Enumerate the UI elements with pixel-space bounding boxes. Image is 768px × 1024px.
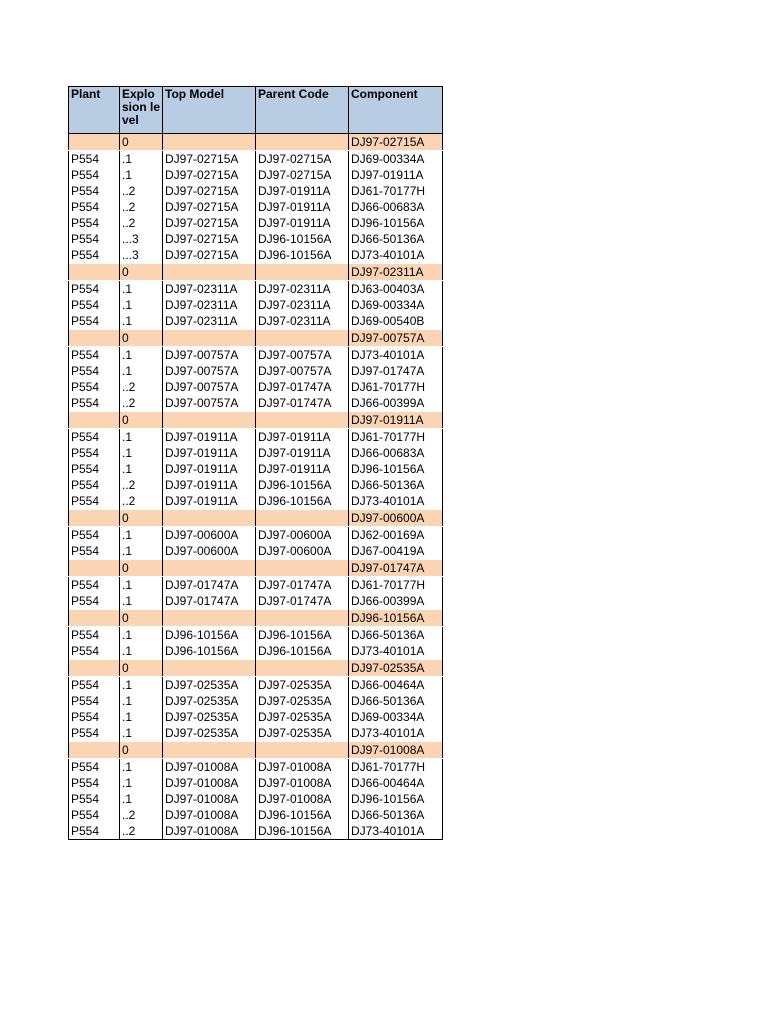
component-cell: DJ97-01747A [349,363,443,379]
top-model-cell [163,330,256,347]
component-cell: DJ69-00540B [349,313,443,330]
component-cell: DJ69-00334A [349,709,443,725]
explosion-level-cell: 0 [120,412,163,429]
top-model-cell: DJ97-01911A [163,429,256,446]
explosion-level-cell: .1 [120,281,163,298]
plant-cell: P554 [69,823,120,840]
component-cell: DJ97-01911A [349,412,443,429]
top-model-cell: DJ97-00600A [163,543,256,560]
top-model-cell: DJ97-00757A [163,395,256,412]
plant-cell: P554 [69,543,120,560]
table-row [69,643,443,660]
table-row [69,330,443,347]
parent-code-cell: DJ97-00600A [256,543,349,560]
component-cell: DJ67-00419A [349,543,443,560]
table-row [69,510,443,527]
table-row [69,709,443,725]
parent-code-cell [256,510,349,527]
table-row [69,693,443,709]
parent-code-cell: DJ97-01911A [256,429,349,446]
table-row [69,461,443,477]
header-component: Component [349,87,443,134]
component-cell: DJ66-50136A [349,807,443,823]
top-model-cell: DJ97-02715A [163,247,256,264]
explosion-level-cell: .1 [120,577,163,594]
parent-code-cell: DJ96-10156A [256,477,349,493]
top-model-cell: DJ97-01008A [163,791,256,807]
explosion-level-cell: 0 [120,264,163,281]
top-model-cell: DJ97-00757A [163,347,256,364]
bom-table [68,86,443,840]
component-cell: DJ97-01747A [349,560,443,577]
top-model-cell [163,134,256,151]
top-model-cell [163,660,256,677]
component-cell: DJ66-00683A [349,199,443,215]
parent-code-cell: DJ97-02535A [256,677,349,694]
table-row [69,167,443,183]
parent-code-cell: DJ97-02535A [256,709,349,725]
plant-cell: P554 [69,775,120,791]
plant-cell [69,742,120,759]
component-cell: DJ66-50136A [349,231,443,247]
table-row [69,677,443,694]
top-model-cell: DJ97-02535A [163,709,256,725]
component-cell: DJ97-00757A [349,330,443,347]
table-row [69,297,443,313]
parent-code-cell [256,742,349,759]
component-cell: DJ96-10156A [349,791,443,807]
parent-code-cell [256,560,349,577]
explosion-level-cell: 0 [120,560,163,577]
plant-cell: P554 [69,593,120,610]
top-model-cell [163,742,256,759]
plant-cell: P554 [69,215,120,231]
header-parent-code: Parent Code [256,87,349,134]
parent-code-cell [256,134,349,151]
plant-cell: P554 [69,231,120,247]
table-row [69,742,443,759]
top-model-cell: DJ97-02535A [163,677,256,694]
component-cell: DJ96-10156A [349,610,443,627]
top-model-cell: DJ97-02715A [163,151,256,168]
bom-table-body [69,134,443,840]
top-model-cell: DJ97-01911A [163,445,256,461]
explosion-level-cell: ..2 [120,395,163,412]
table-row [69,660,443,677]
component-cell: DJ73-40101A [349,493,443,510]
explosion-level-cell: 0 [120,134,163,151]
component-cell: DJ66-00399A [349,395,443,412]
explosion-level-cell: .1 [120,445,163,461]
component-cell: DJ97-02535A [349,660,443,677]
component-cell: DJ73-40101A [349,347,443,364]
explosion-level-cell: .1 [120,709,163,725]
component-cell: DJ97-01911A [349,167,443,183]
plant-cell: P554 [69,709,120,725]
plant-cell [69,330,120,347]
top-model-cell: DJ97-02311A [163,313,256,330]
plant-cell [69,510,120,527]
explosion-level-cell: .1 [120,151,163,168]
table-row [69,347,443,364]
parent-code-cell: DJ96-10156A [256,493,349,510]
explosion-level-cell: .1 [120,775,163,791]
plant-cell: P554 [69,347,120,364]
table-row [69,231,443,247]
table-row [69,775,443,791]
explosion-level-cell: .1 [120,725,163,742]
top-model-cell: DJ96-10156A [163,627,256,644]
top-model-cell: DJ97-00757A [163,379,256,395]
plant-cell: P554 [69,199,120,215]
explosion-level-cell: 0 [120,610,163,627]
component-cell: DJ97-00600A [349,510,443,527]
explosion-level-cell: .1 [120,627,163,644]
table-row [69,363,443,379]
explosion-level-cell: 0 [120,660,163,677]
explosion-level-cell: .1 [120,363,163,379]
top-model-cell: DJ96-10156A [163,643,256,660]
plant-cell: P554 [69,445,120,461]
table-row [69,725,443,742]
top-model-cell: DJ97-02535A [163,725,256,742]
table-row [69,247,443,264]
top-model-cell: DJ97-01008A [163,775,256,791]
header-plant: Plant [69,87,120,134]
explosion-level-cell: .1 [120,677,163,694]
table-row [69,560,443,577]
component-cell: DJ66-50136A [349,627,443,644]
explosion-level-cell: ...3 [120,231,163,247]
component-cell: DJ66-00399A [349,593,443,610]
plant-cell: P554 [69,183,120,199]
explosion-level-cell: ..2 [120,493,163,510]
table-row [69,429,443,446]
explosion-level-cell: ..2 [120,823,163,840]
plant-cell: P554 [69,693,120,709]
component-cell: DJ62-00169A [349,527,443,544]
component-cell: DJ97-02715A [349,134,443,151]
component-cell: DJ73-40101A [349,247,443,264]
component-cell: DJ73-40101A [349,725,443,742]
table-row [69,395,443,412]
plant-cell: P554 [69,395,120,412]
plant-cell [69,264,120,281]
explosion-level-cell: .1 [120,297,163,313]
plant-cell: P554 [69,281,120,298]
component-cell: DJ66-00464A [349,775,443,791]
plant-cell: P554 [69,577,120,594]
explosion-level-cell: ..2 [120,477,163,493]
top-model-cell: DJ97-02311A [163,297,256,313]
top-model-cell [163,264,256,281]
table-row [69,791,443,807]
table-row [69,313,443,330]
table-row [69,379,443,395]
parent-code-cell: DJ97-00757A [256,363,349,379]
explosion-level-cell: .1 [120,693,163,709]
explosion-level-cell: .1 [120,643,163,660]
top-model-cell: DJ97-01747A [163,577,256,594]
explosion-level-cell: ...3 [120,247,163,264]
plant-cell: P554 [69,725,120,742]
plant-cell: P554 [69,247,120,264]
plant-cell: P554 [69,527,120,544]
plant-cell: P554 [69,493,120,510]
top-model-cell [163,610,256,627]
plant-cell: P554 [69,297,120,313]
top-model-cell: DJ97-02311A [163,281,256,298]
component-cell: DJ61-70177H [349,759,443,776]
top-model-cell: DJ97-02535A [163,693,256,709]
plant-cell: P554 [69,477,120,493]
explosion-level-cell: .1 [120,527,163,544]
parent-code-cell: DJ96-10156A [256,823,349,840]
parent-code-cell: DJ97-02715A [256,151,349,168]
plant-cell [69,610,120,627]
parent-code-cell: DJ96-10156A [256,643,349,660]
top-model-cell [163,560,256,577]
parent-code-cell: DJ97-01008A [256,759,349,776]
parent-code-cell: DJ97-01911A [256,183,349,199]
parent-code-cell: DJ97-02715A [256,167,349,183]
top-model-cell: DJ97-00757A [163,363,256,379]
component-cell: DJ66-00464A [349,677,443,694]
parent-code-cell: DJ97-01008A [256,791,349,807]
table-row [69,445,443,461]
explosion-level-cell: ..2 [120,183,163,199]
plant-cell [69,660,120,677]
top-model-cell: DJ97-01008A [163,807,256,823]
plant-cell: P554 [69,313,120,330]
header-top-model: Top Model [163,87,256,134]
header-row [69,87,443,134]
parent-code-cell: DJ97-01747A [256,379,349,395]
component-cell: DJ96-10156A [349,461,443,477]
top-model-cell: DJ97-02715A [163,215,256,231]
component-cell: DJ97-01008A [349,742,443,759]
table-row [69,759,443,776]
plant-cell: P554 [69,429,120,446]
plant-cell: P554 [69,363,120,379]
plant-cell: P554 [69,167,120,183]
table-row [69,134,443,151]
table-row [69,493,443,510]
table-row [69,151,443,168]
parent-code-cell: DJ97-00757A [256,347,349,364]
parent-code-cell: DJ96-10156A [256,247,349,264]
parent-code-cell: DJ97-00600A [256,527,349,544]
explosion-level-cell: 0 [120,330,163,347]
component-cell: DJ97-02311A [349,264,443,281]
table-row [69,527,443,544]
table-row [69,543,443,560]
explosion-level-cell: ..2 [120,199,163,215]
plant-cell: P554 [69,379,120,395]
explosion-level-cell: .1 [120,347,163,364]
parent-code-cell: DJ97-01911A [256,461,349,477]
explosion-level-cell: .1 [120,759,163,776]
component-cell: DJ61-70177H [349,183,443,199]
table-row [69,215,443,231]
parent-code-cell: DJ97-02311A [256,281,349,298]
table-row [69,610,443,627]
top-model-cell [163,510,256,527]
top-model-cell [163,412,256,429]
table-row [69,627,443,644]
parent-code-cell: DJ96-10156A [256,231,349,247]
explosion-level-cell: .1 [120,593,163,610]
top-model-cell: DJ97-02715A [163,167,256,183]
explosion-level-cell: .1 [120,461,163,477]
component-cell: DJ69-00334A [349,297,443,313]
parent-code-cell: DJ97-02311A [256,297,349,313]
top-model-cell: DJ97-01747A [163,593,256,610]
top-model-cell: DJ97-02715A [163,183,256,199]
plant-cell: P554 [69,807,120,823]
plant-cell: P554 [69,627,120,644]
parent-code-cell: DJ97-01747A [256,395,349,412]
top-model-cell: DJ97-00600A [163,527,256,544]
parent-code-cell: DJ96-10156A [256,627,349,644]
explosion-level-cell: ..2 [120,807,163,823]
plant-cell [69,560,120,577]
parent-code-cell: DJ96-10156A [256,807,349,823]
explosion-level-cell: .1 [120,429,163,446]
table-row [69,183,443,199]
component-cell: DJ63-00403A [349,281,443,298]
component-cell: DJ61-70177H [349,577,443,594]
table-row [69,593,443,610]
table-row [69,823,443,840]
parent-code-cell: DJ97-02311A [256,313,349,330]
component-cell: DJ66-50136A [349,693,443,709]
plant-cell: P554 [69,791,120,807]
parent-code-cell [256,660,349,677]
table-row [69,412,443,429]
plant-cell: P554 [69,677,120,694]
plant-cell: P554 [69,151,120,168]
explosion-level-cell: 0 [120,742,163,759]
explosion-level-cell: ..2 [120,215,163,231]
component-cell: DJ61-70177H [349,429,443,446]
top-model-cell: DJ97-01911A [163,477,256,493]
explosion-level-cell: .1 [120,791,163,807]
parent-code-cell: DJ97-01008A [256,775,349,791]
plant-cell [69,134,120,151]
component-cell: DJ61-70177H [349,379,443,395]
parent-code-cell: DJ97-01911A [256,199,349,215]
table-row [69,281,443,298]
explosion-level-cell: .1 [120,543,163,560]
component-cell: DJ66-00683A [349,445,443,461]
top-model-cell: DJ97-01911A [163,461,256,477]
table-row [69,199,443,215]
top-model-cell: DJ97-02715A [163,231,256,247]
plant-cell: P554 [69,643,120,660]
parent-code-cell: DJ97-01747A [256,593,349,610]
component-cell: DJ73-40101A [349,643,443,660]
explosion-level-cell: ..2 [120,379,163,395]
component-cell: DJ96-10156A [349,215,443,231]
top-model-cell: DJ97-01008A [163,759,256,776]
table-row [69,264,443,281]
parent-code-cell: DJ97-02535A [256,693,349,709]
parent-code-cell [256,330,349,347]
parent-code-cell [256,412,349,429]
explosion-level-cell: 0 [120,510,163,527]
parent-code-cell: DJ97-01747A [256,577,349,594]
plant-cell: P554 [69,759,120,776]
header-explosion-level: Explo sion level [120,87,163,134]
top-model-cell: DJ97-02715A [163,199,256,215]
top-model-cell: DJ97-01911A [163,493,256,510]
parent-code-cell [256,610,349,627]
explosion-level-cell: .1 [120,167,163,183]
parent-code-cell: DJ97-01911A [256,445,349,461]
parent-code-cell: DJ97-02535A [256,725,349,742]
component-cell: DJ69-00334A [349,151,443,168]
component-cell: DJ73-40101A [349,823,443,840]
parent-code-cell: DJ97-01911A [256,215,349,231]
table-row [69,577,443,594]
parent-code-cell [256,264,349,281]
plant-cell: P554 [69,461,120,477]
plant-cell [69,412,120,429]
table-row [69,807,443,823]
component-cell: DJ66-50136A [349,477,443,493]
explosion-level-cell: .1 [120,313,163,330]
top-model-cell: DJ97-01008A [163,823,256,840]
table-row [69,477,443,493]
